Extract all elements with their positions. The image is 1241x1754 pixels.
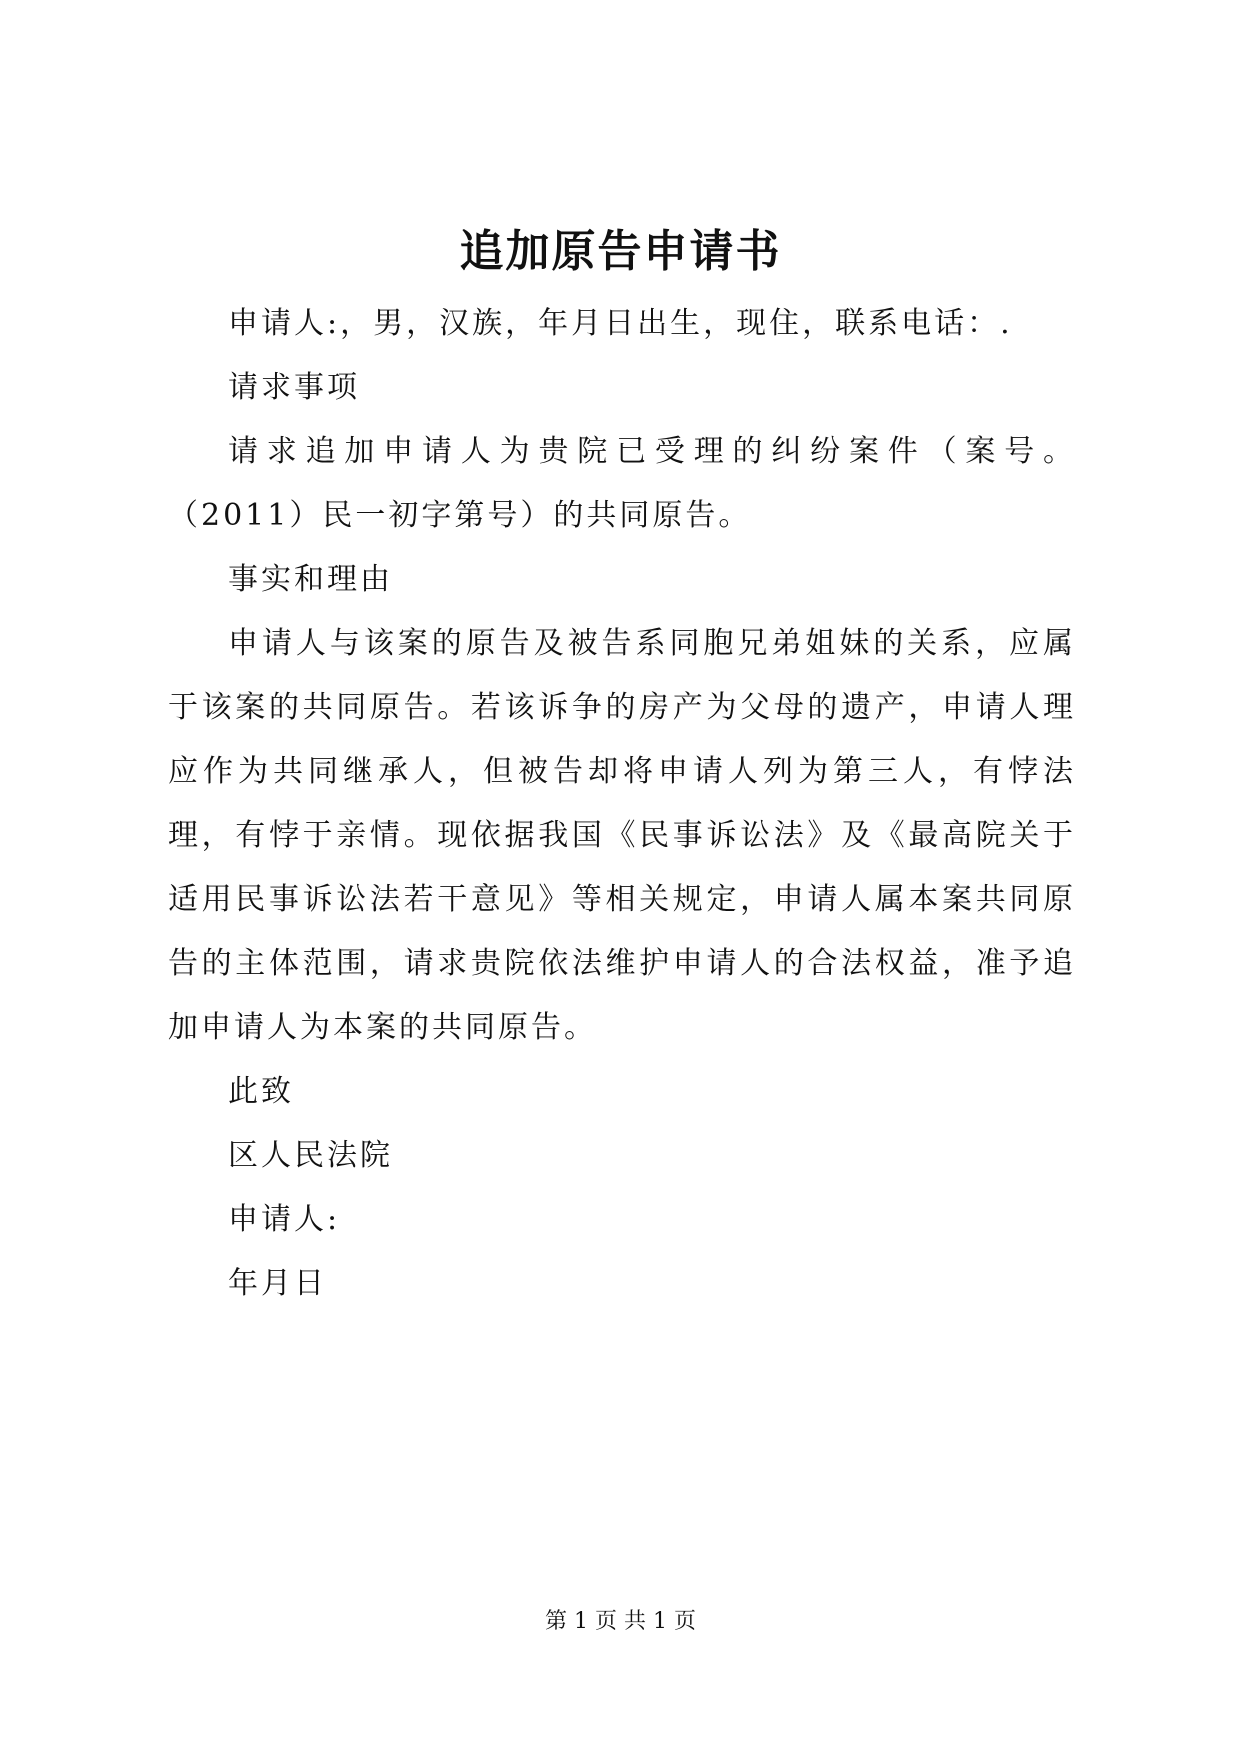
- applicant-line: 申请人:，男，汉族，年月日出生，现住，联系电话：.: [228, 306, 1013, 341]
- request-body: 请求追加申请人为贵院已受理的纠纷案件（案号。（2011）民一初字第号）的共同原告。: [168, 434, 1076, 533]
- document-body: [168, 292, 1076, 1316]
- facts-heading: 事实和理由: [228, 562, 393, 597]
- salutation: 此致: [228, 1074, 294, 1109]
- page-footer: 第 1 页 共 1 页: [545, 1609, 696, 1634]
- signature-label: 申请人:: [228, 1202, 341, 1237]
- request-heading: 请求事项: [228, 370, 360, 405]
- facts-body: 申请人与该案的原告及被告系同胞兄弟姐妹的关系，应属于该案的共同原告。若该诉争的房产为父母的遗产，申请人理应作为共同继承人，但被告却将申请人列为第三人，有悖法理，有悖于亲情。现依据我国《民事诉讼法》及《最高院关于适用民事诉讼法若干意见》等相关规定，申请人属本案共同原告的主体范围，请求贵院依法维护申请人的合法权益，准予追加申请人为本案的共同原告。: [168, 626, 1076, 1045]
- date-line: 年月日: [228, 1266, 327, 1301]
- document-title: 追加原告申请书: [459, 226, 782, 277]
- court-name: 区人民法院: [228, 1138, 393, 1173]
